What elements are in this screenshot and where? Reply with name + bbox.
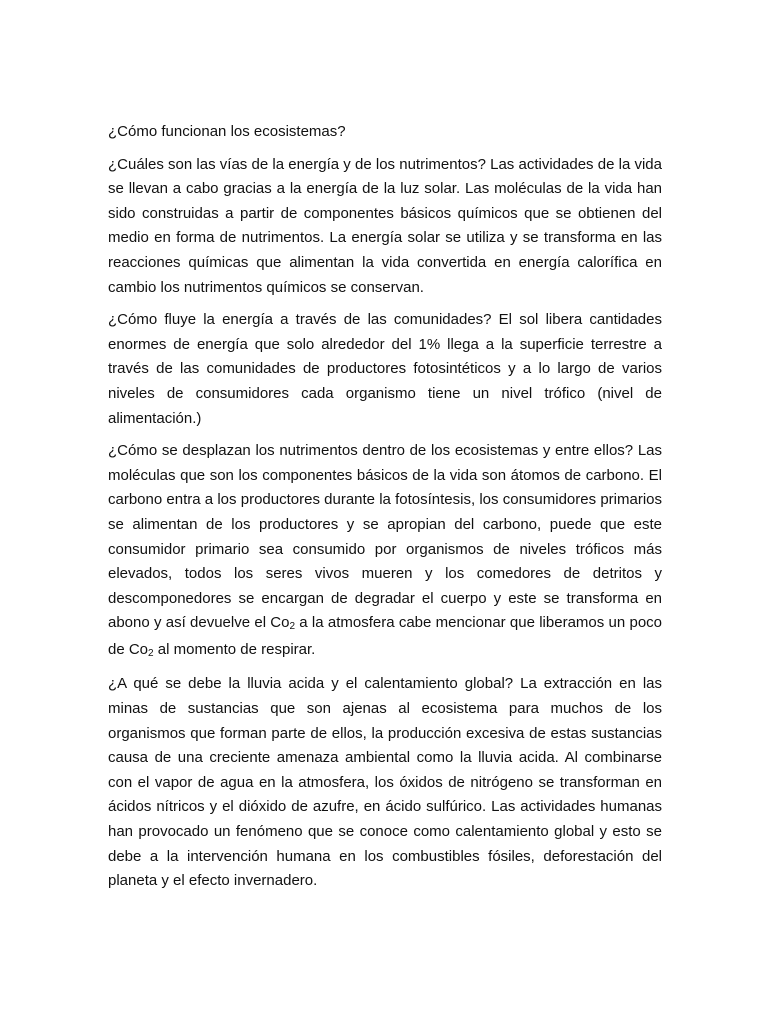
- document-page: [108, 120, 662, 902]
- paragraph-text: a la atmosfera cabe mencionar que liberamos un poco de Co: [108, 614, 662, 658]
- paragraph-nutrient-movement: [108, 439, 662, 664]
- paragraph-text: al momento de respirar.: [153, 640, 316, 658]
- subscript: 2: [148, 647, 154, 659]
- subscript: 2: [289, 621, 296, 633]
- paragraph-acid-rain-global-warming: ¿A qué se debe la lluvia acida y el calentamiento global? La extracción en las minas de sustancias que son ajenas al ecosistema para muchos de los organismos que forman parte de ellos, la producción excesiva de estas sustancias causa de una creciente amenaza ambiental como la lluvia acida. Al combinarse con el vapor de agua en la atmosfera, los óxidos de nitrógeno se transforman en ácidos nítricos y el dióxido de azufre, en ácido sulfúrico. Las actividades humanas han provocado un fenómeno que se conoce como calentamiento global y esto se debe a la intervención humana en los combustibles fósiles, deforestación del planeta y el efecto invernadero.: [108, 675, 662, 890]
- document-title: ¿Cómo funcionan los ecosistemas?: [108, 123, 346, 140]
- paragraph-text: ¿Cómo se desplazan los nutrimentos dentro de los ecosistemas y entre ellos? Las moléculas que son los componentes básicos de la vida son átomos de carbono. El carbono entra a los productores durante la fotosíntesis, los consumidores primarios se alimentan de los productores y se apropian del carbono, puede que este consumidor primario sea consumido por organismos de niveles tróficos más elevados, todos los seres vivos mueren y los comedores de detritos y descomponedores se encargan de degradar el cuerpo y este se transforma en abono y así devuelve el Co: [108, 442, 662, 632]
- paragraph-energy-flow: ¿Cómo fluye la energía a través de las comunidades? El sol libera cantidades enormes de energía que solo alrededor del 1% llega a la superficie terrestre a través de las comunidades de productores fotosintéticos y a lo largo de varios niveles de consumidores cada organismo tiene un nivel trófico (nivel de alimentación.): [108, 311, 662, 427]
- paragraph-energy-nutrients: ¿Cuáles son las vías de la energía y de los nutrimentos? Las actividades de la vida se llevan a cabo gracias a la energía de la luz solar. Las moléculas de la vida han sido construidas a partir de componentes básicos químicos que se obtienen del medio en forma de nutrimentos. La energía solar se utiliza y se transforma en las reacciones químicas que alimentan la vida convertida en energía calorífica en cambio los nutrimentos químicos se conservan.: [108, 155, 662, 296]
